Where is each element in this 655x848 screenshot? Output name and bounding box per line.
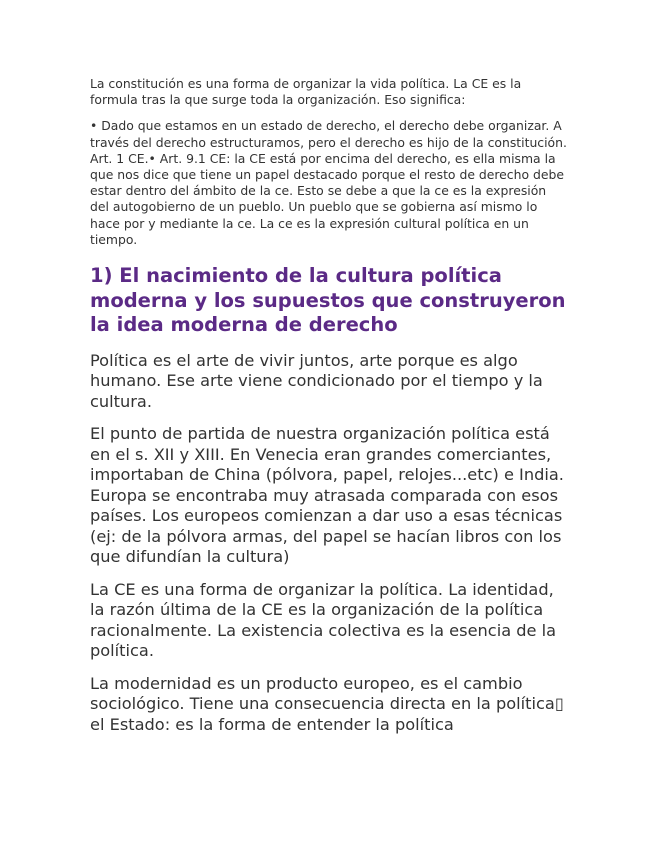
section-heading: 1) El nacimiento de la cultura política moderna y los supuestos que construyeron la idea moderna de derecho [90,264,566,337]
body-paragraph-1: Política es el arte de vivir juntos, arte porque es algo humano. Ese arte viene condicionado por el tiempo y la cultura. [90,350,543,411]
body-paragraph-4: La modernidad es un producto europeo, es el cambio sociológico. Tiene una consecuencia directa en la política▯ el Estado: es la forma de entender la política [90,673,564,734]
body-paragraph-2: El punto de partida de nuestra organización política está en el s. XII y XIII. En Venecia eran grandes comerciantes, importaban de China (pólvora, papel, relojes...etc) e India. Europa se encontraba muy atrasada comparada con esos países. Los europeos comienzan a dar uso a esas técnicas (ej: de la pólvora armas, del papel se hacían libros con los que difundían la cultura) [90,424,564,567]
body-paragraph-3: La CE es una forma de organizar la política. La identidad, la razón última de la CE es la organización de la política racionalmente. La existencia colectiva es la esencia de la política. [90,579,557,661]
intro-paragraph: La constitución es una forma de organizar la vida política. La CE es la formula tras la que surge toda la organización. Eso significa: [90,76,522,108]
bullet-paragraph: • Dado que estamos en un estado de derecho, el derecho debe organizar. A través del derecho estructuramos, pero el derecho es hijo de la constitución. Art. 1 CE.• Art. 9.1 CE: la CE está por encima del derecho, es ella misma la que nos dice que tiene un papel destacado porque el resto de derecho debe estar dentro del ámbito de la ce. Esto se debe a que la ce es la expresión del autogobierno de un pueblo. Un pueblo que se gobierna así mismo lo hace por y mediante la ce. La ce es la expresión cultural política en un tiempo. [90,118,567,247]
document-page [90,76,568,747]
